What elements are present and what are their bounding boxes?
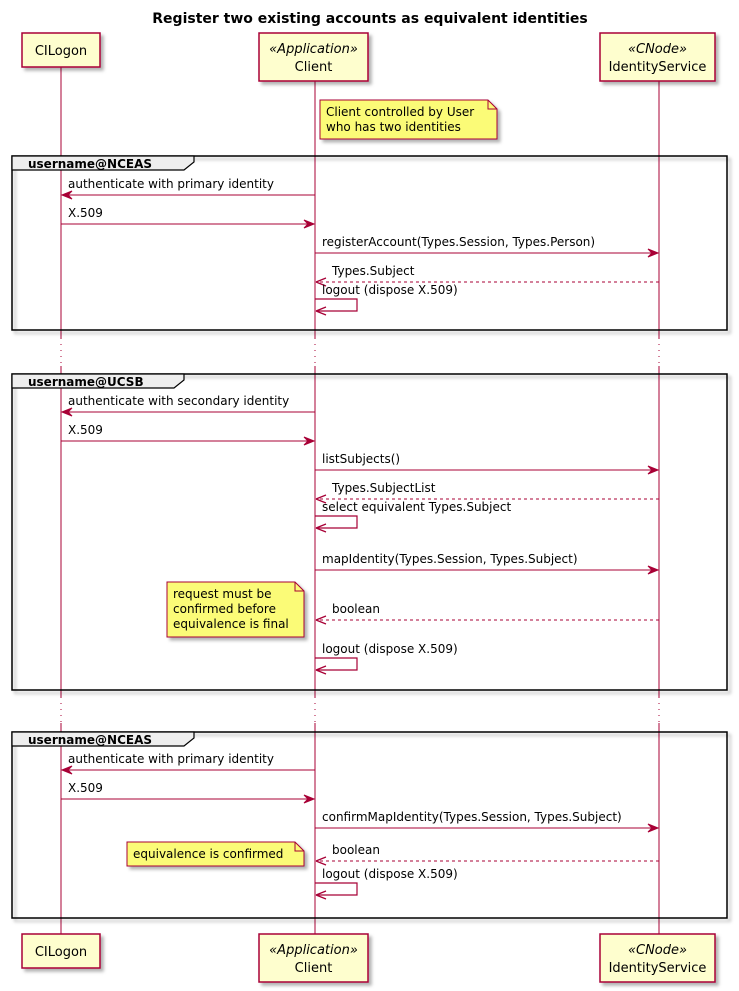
participant-client-bottom [259,934,368,982]
message [62,177,315,199]
participant-name: CILogon [34,945,88,960]
message [315,500,511,532]
participant-identity-top [600,33,715,81]
message [315,235,658,257]
message-label: mapIdentity(Types.Session, Types.Subject) [322,552,578,566]
group-label: username@UCSB [28,375,144,389]
message-label: listSubjects() [322,452,401,466]
message [62,394,315,416]
note [167,582,304,637]
message [315,810,658,832]
note-line: request must be [173,587,272,601]
message [61,206,314,228]
message-label: select equivalent Types.Subject [322,500,512,514]
participant-stereotype: «Application» [269,943,358,958]
message-label: X.509 [68,781,103,795]
group-label: username@NCEAS [28,157,153,171]
message [315,867,458,899]
message-label: registerAccount(Types.Session, Types.Person) [322,235,596,249]
participant-identity-bottom [600,934,715,982]
message-label: logout (dispose X.509) [322,642,458,656]
message-label: logout (dispose X.509) [322,283,458,297]
note-line: confirmed before [173,602,276,616]
messages [61,177,659,899]
participant-name: CILogon [34,44,88,59]
note [127,842,304,866]
message [315,452,658,474]
message [316,843,659,865]
message-label: Types.Subject [332,264,415,278]
participant-client-top [259,33,368,81]
message-label: boolean [332,843,380,857]
message-label: X.509 [68,423,103,437]
message-label: logout (dispose X.509) [322,867,458,881]
group-label: username@NCEAS [28,733,153,747]
participant-name: IdentityService [608,961,707,976]
message-label: authenticate with primary identity [68,752,274,766]
message-label: Types.SubjectList [332,481,436,495]
note-line: equivalence is final [173,617,289,631]
message [315,283,458,315]
participant-stereotype: «Application» [269,42,358,57]
message [315,552,658,574]
message [61,423,314,445]
participant-cilogon-bottom [22,934,100,968]
message-label: X.509 [68,206,103,220]
participant-cilogon-top [22,33,100,67]
message-label: confirmMapIdentity(Types.Session, Types.Subject) [322,810,622,824]
message [61,781,314,803]
diagram-title: Register two existing accounts as equivalent identities [152,11,588,27]
message-label: boolean [332,602,380,616]
message [315,642,458,674]
message [316,602,659,624]
message [62,752,315,774]
participant-stereotype: «CNode» [627,943,688,958]
participant-name: IdentityService [608,60,707,75]
note [320,100,497,139]
note-line: equivalence is confirmed [133,847,284,861]
note-line: who has two identities [326,120,461,134]
message-label: authenticate with secondary identity [68,394,290,408]
participant-stereotype: «CNode» [627,42,688,57]
message-label: authenticate with primary identity [68,177,274,191]
note-line: Client controlled by User [326,105,475,119]
participant-name: Client [294,60,333,75]
participant-name: Client [294,961,333,976]
